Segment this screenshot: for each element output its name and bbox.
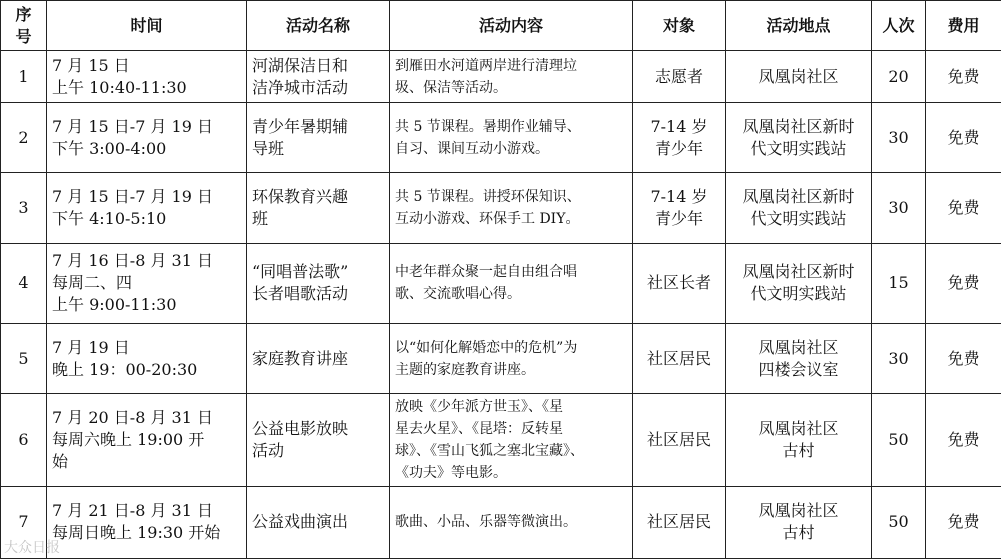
- cell-content-line: 共 5 节课程。暑期作业辅导、: [395, 118, 581, 135]
- cell-name: [247, 394, 390, 486]
- cell-name: [247, 243, 390, 323]
- cell-time-line: 7 月 19 日: [52, 337, 130, 357]
- cell-time-line: 7 月 15 日: [52, 55, 130, 75]
- cell-time-line: 7 月 20 日-8 月 31 日: [52, 407, 214, 427]
- cell-time-line: 7 月 15 日-7 月 19 日: [52, 187, 214, 207]
- cell-place-line: 凤凰岗社区: [758, 66, 839, 86]
- header-place: 活动地点: [726, 1, 872, 51]
- cell-count: 50: [872, 394, 926, 486]
- cell-target-line: 社区居民: [646, 512, 711, 532]
- cell-target-line: 社区居民: [646, 429, 711, 449]
- cell-place: [726, 243, 872, 323]
- cell-name-line: 长者唱歌活动: [252, 284, 349, 304]
- table-row: [1, 324, 1001, 394]
- cell-time-line: 每周日晚上 19:30 开始: [52, 523, 221, 543]
- cell-content: [390, 243, 633, 323]
- cell-content-line: 歌曲、小品、乐器等微演出。: [395, 514, 577, 531]
- table-row: [1, 486, 1001, 558]
- cell-fee: 免费: [926, 486, 1001, 558]
- cell-count: 30: [872, 173, 926, 243]
- cell-place-line: 古村: [782, 440, 815, 460]
- cell-target: [633, 103, 726, 173]
- cell-time-line: 晚上 19：00-20:30: [52, 359, 198, 379]
- cell-time: [47, 394, 247, 486]
- table-row: [1, 243, 1001, 323]
- cell-content-line: 共 5 节课程。讲授环保知识、: [395, 189, 581, 206]
- cell-name-line: 活动: [252, 440, 285, 460]
- cell-place: [726, 486, 872, 558]
- cell-content-line: 以“如何化解婚恋中的危机”为: [395, 339, 578, 356]
- cell-name-line: 导班: [252, 138, 285, 158]
- cell-content-line: 歌、交流歌唱心得。: [395, 286, 521, 303]
- cell-place-line: 代文明实践站: [750, 138, 847, 158]
- cell-target: [633, 324, 726, 394]
- table-row: [1, 173, 1001, 243]
- cell-content-line: 自习、课间互动小游戏。: [395, 140, 549, 157]
- cell-place-line: 凤凰岗社区: [758, 418, 839, 438]
- cell-name: [247, 173, 390, 243]
- cell-name: [247, 51, 390, 103]
- cell-name-line: 公益戏曲演出: [252, 512, 349, 532]
- cell-count: 30: [872, 324, 926, 394]
- table-row: [1, 103, 1001, 173]
- cell-place-line: 古村: [782, 523, 815, 543]
- cell-name-line: 公益电影放映: [252, 418, 349, 438]
- cell-content: [390, 486, 633, 558]
- cell-target: [633, 243, 726, 323]
- watermark: 大众日报: [4, 540, 60, 556]
- cell-count: 15: [872, 243, 926, 323]
- table-row: [1, 394, 1001, 486]
- header-row: [1, 1, 1001, 51]
- cell-time-line: 7 月 21 日-8 月 31 日: [52, 501, 214, 521]
- cell-count: 50: [872, 486, 926, 558]
- cell-content-line: 放映《少年派方世玉》、《星: [395, 398, 563, 415]
- cell-place-line: 代文明实践站: [750, 209, 847, 229]
- cell-target-line: 青少年: [654, 209, 703, 229]
- cell-no: 3: [1, 173, 47, 243]
- cell-name: [247, 103, 390, 173]
- cell-place: [726, 394, 872, 486]
- cell-content: [390, 324, 633, 394]
- cell-name-line: 环保教育兴趣: [252, 187, 349, 207]
- cell-name-line: 洁净城市活动: [252, 77, 349, 97]
- header-time: 时间: [47, 1, 247, 51]
- cell-target: [633, 51, 726, 103]
- cell-place: [726, 51, 872, 103]
- cell-place: [726, 103, 872, 173]
- cell-place: [726, 324, 872, 394]
- cell-fee: 免费: [926, 173, 1001, 243]
- cell-time-line: 下午 4:10-5:10: [52, 209, 167, 229]
- cell-content-line: 到雁田水河道两岸进行清理垃: [395, 57, 577, 74]
- cell-name-line: 河湖保洁日和: [252, 55, 349, 75]
- cell-no: 4: [1, 243, 47, 323]
- cell-time: [47, 51, 247, 103]
- cell-place-line: 代文明实践站: [750, 284, 847, 304]
- cell-target-line: 社区长者: [646, 273, 711, 293]
- cell-target-line: 志愿者: [654, 66, 703, 86]
- cell-content-line: 互动小游戏、环保手工 DIY。: [395, 211, 580, 228]
- cell-time-line: 每周六晚上 19:00 开: [52, 429, 205, 449]
- cell-time: [47, 173, 247, 243]
- header-content: 活动内容: [390, 1, 633, 51]
- cell-count: 30: [872, 103, 926, 173]
- cell-target: [633, 394, 726, 486]
- cell-fee: 免费: [926, 394, 1001, 486]
- cell-content-line: 主题的家庭教育讲座。: [395, 361, 535, 378]
- cell-no: 6: [1, 394, 47, 486]
- cell-place-line: 凤凰岗社区新时: [742, 187, 855, 207]
- cell-no: 2: [1, 103, 47, 173]
- cell-time-line: 始: [52, 451, 69, 471]
- header-count: 人次: [872, 1, 926, 51]
- cell-content: [390, 394, 633, 486]
- cell-target-line: 社区居民: [646, 348, 711, 368]
- cell-content-line: 圾、保洁等活动。: [395, 79, 507, 96]
- cell-content-line: 球》、《雪山飞狐之塞北宝藏》、: [395, 442, 584, 459]
- cell-time-line: 上午 9:00-11:30: [52, 295, 177, 315]
- header-fee: 费用: [926, 1, 1001, 51]
- cell-time-line: 上午 10:40-11:30: [52, 77, 187, 97]
- cell-place-line: 凤凰岗社区: [758, 501, 839, 521]
- cell-no: 1: [1, 51, 47, 103]
- cell-target-line: 7-14 岁: [650, 116, 708, 136]
- cell-time: [47, 243, 247, 323]
- cell-fee: 免费: [926, 324, 1001, 394]
- cell-place-line: 四楼会议室: [758, 359, 839, 379]
- cell-target: [633, 486, 726, 558]
- cell-target: [633, 173, 726, 243]
- header-target: 对象: [633, 1, 726, 51]
- cell-place-line: 凤凰岗社区新时: [742, 116, 855, 136]
- cell-target-line: 7-14 岁: [650, 187, 708, 207]
- cell-content: [390, 51, 633, 103]
- cell-fee: 免费: [926, 51, 1001, 103]
- cell-place-line: 凤凰岗社区: [758, 337, 839, 357]
- cell-name: [247, 486, 390, 558]
- cell-name-line: “同唱普法歌”: [252, 262, 349, 282]
- cell-name-line: 家庭教育讲座: [252, 348, 349, 368]
- cell-name: [247, 324, 390, 394]
- cell-time: [47, 324, 247, 394]
- cell-fee: 免费: [926, 243, 1001, 323]
- cell-name-line: 青少年暑期辅: [252, 116, 349, 136]
- cell-time: [47, 103, 247, 173]
- cell-name-line: 班: [252, 209, 269, 229]
- cell-no: 7: [1, 486, 47, 558]
- cell-time-line: 7 月 16 日-8 月 31 日: [52, 251, 214, 271]
- cell-time: [47, 486, 247, 558]
- cell-fee: 免费: [926, 103, 1001, 173]
- cell-count: 20: [872, 51, 926, 103]
- table-row: [1, 51, 1001, 103]
- header-no: 序号: [1, 1, 47, 51]
- header-name: 活动名称: [247, 1, 390, 51]
- cell-time-line: 下午 3:00-4:00: [52, 138, 167, 158]
- cell-place-line: 凤凰岗社区新时: [742, 262, 855, 282]
- cell-time-line: 7 月 15 日-7 月 19 日: [52, 116, 214, 136]
- cell-no: 5: [1, 324, 47, 394]
- cell-time-line: 每周二、四: [52, 273, 133, 293]
- cell-content: [390, 103, 633, 173]
- cell-content: [390, 173, 633, 243]
- cell-content-line: 星去火星》、《昆塔：反转星: [395, 420, 563, 437]
- cell-content-line: 《功夫》等电影。: [395, 464, 507, 481]
- cell-target-line: 青少年: [654, 138, 703, 158]
- cell-place: [726, 173, 872, 243]
- cell-content-line: 中老年群众聚一起自由组合唱: [395, 264, 577, 281]
